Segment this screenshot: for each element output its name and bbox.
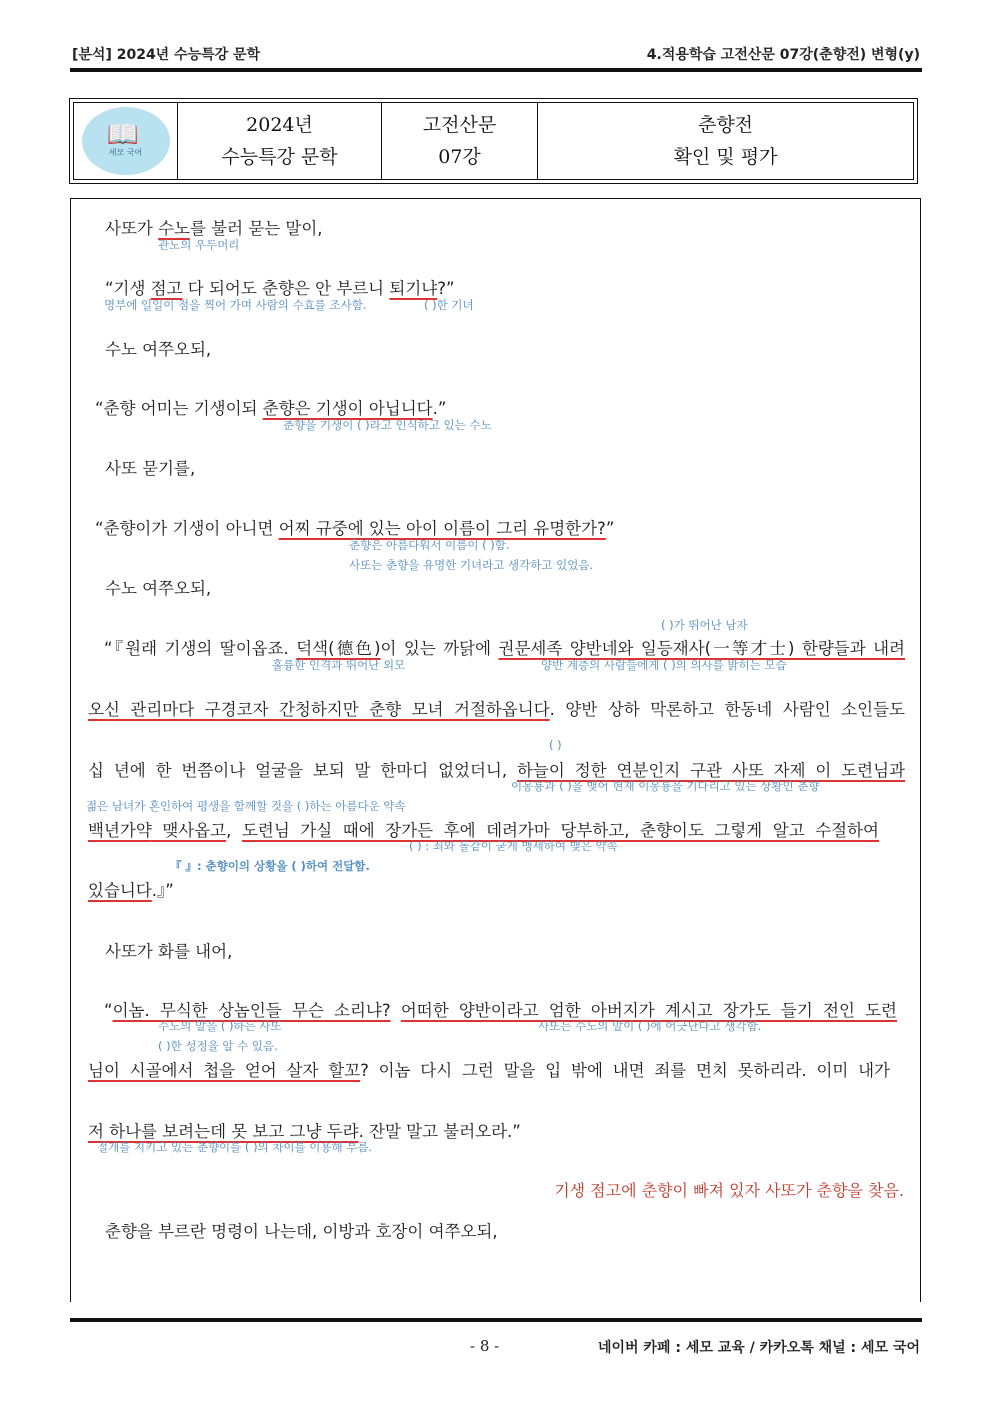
title-table — [69, 98, 918, 184]
annotation: 춘향을 기생이 ( )라고 인식하고 있는 수노 — [283, 418, 492, 432]
year-cell — [178, 103, 382, 179]
annotation: ( ) : 쇠와 돌같이 굳게 맹세하여 맺은 약속 — [409, 839, 618, 853]
text-line: 저 하나를 보려는데 못 보고 그냥 두랴. 잔말 말고 불러오라.” — [88, 1122, 521, 1141]
annotation: ( )한 기녀 — [424, 298, 474, 312]
subject-line1: 고전산문 — [422, 114, 497, 136]
header-right: 4.적용학습 고전산문 07강(춘향전) 변형(y) — [646, 47, 920, 63]
footer-text: 네이버 카페 : 세모 교육 / 카카오톡 채널 : 세모 국어 — [597, 1340, 920, 1356]
topic-line2: 확인 및 평가 — [673, 146, 778, 168]
annotation: 춘향은 아름다워서 이름이 ( )함. — [349, 538, 510, 552]
topic-cell — [538, 103, 913, 179]
header-left: [분석] 2024년 수능특강 문학 — [72, 47, 261, 63]
logo-cell — [74, 103, 178, 179]
summary-note: 기생 점고에 춘향이 빠져 있자 사또가 춘향을 찾음. — [554, 1181, 904, 1200]
text-line: 오신 관리마다 구경코자 간청하지만 춘향 모녀 거절하옵니다. 양반 상하 막론하고 한동네 사람인 소인들도 — [88, 700, 905, 719]
text-line: 수노 여쭈오되, — [105, 340, 212, 359]
annotation: 훌륭한 인격과 뛰어난 외모 — [272, 658, 406, 672]
book-icon: 📖 — [106, 120, 139, 150]
annotation: 『 』: 춘향이의 상황을 ( )하여 전달함. — [170, 859, 370, 873]
text-line: 님이 시골에서 첩을 얻어 살자 할꼬? 이놈 다시 그런 말을 입 밖에 내면 죄를 면치 못하리라. 이미 내가 — [88, 1061, 890, 1080]
header-rule — [70, 68, 922, 72]
text-line: 십 년에 한 번쯤이나 얼굴을 보되 말 한마디 없었더니, 하늘이 정한 연분인지 구관 사또 자제 이 도련님과 — [88, 761, 905, 780]
logo — [82, 107, 170, 175]
annotation: ( ) — [549, 738, 562, 752]
text-line: 사또 묻기를, — [105, 459, 196, 478]
text-line: “이놈. 무식한 상놈인들 무슨 소리냐? 어떠한 양반이라고 엄한 아버지가 계시고 장가도 들기 전인 도련 — [104, 1001, 897, 1020]
subject-cell — [382, 103, 538, 179]
text-line: 있습니다.』” — [88, 881, 174, 900]
logo-text: 세모 국어 — [108, 148, 143, 157]
text-line: 사또가 수노를 불러 묻는 말이, — [105, 219, 323, 238]
annotation: 이몽룡과 ( )을 맺어 현재 이몽룡을 기다리고 있는 상황인 춘향 — [511, 779, 820, 793]
annotation: 사또는 수노의 말이 ( )에 어긋난다고 생각함. — [538, 1019, 762, 1033]
annotation: ( )한 성정을 알 수 있음. — [158, 1039, 278, 1053]
text-line: “춘향이가 기생이 아니면 어찌 규중에 있는 아이 이름이 그리 유명한가?” — [95, 519, 615, 538]
text-line: “『원래 기생의 딸이옵죠. 덕색(德色)이 있는 까닭에 권문세족 양반네와 일등재사(一等才士) 한량들과 내려 — [104, 639, 905, 658]
text-line: “춘향 어미는 기생이되 춘향은 기생이 아닙니다.” — [95, 399, 447, 418]
annotation: ( )가 뛰어난 남자 — [661, 618, 748, 632]
year-line2: 수능특강 문학 — [221, 146, 338, 168]
footer-rule — [70, 1318, 922, 1322]
annotation: 젊은 남녀가 혼인하여 평생을 함께할 것을 ( )하는 아름다운 약속 — [86, 799, 406, 813]
page-number: - 8 - — [470, 1337, 500, 1355]
text-line: 백년가약 맺사옵고, 도련님 가실 때에 장가든 후에 데려가마 당부하고, 춘향이도 그렇게 알고 수절하여 — [88, 821, 879, 840]
annotation: 사또는 춘향을 유명한 기녀라고 생각하고 있었음. — [349, 558, 594, 572]
year-line1: 2024년 — [246, 114, 313, 136]
annotation: 절개를 지키고 있는 춘향이를 ( )의 차이를 이용해 부름. — [97, 1140, 373, 1154]
annotation: 관노의 우두머리 — [158, 238, 240, 252]
text-line: 수노 여쭈오되, — [105, 579, 212, 598]
text-line: 사또가 화를 내어, — [105, 942, 233, 961]
text-line: 춘향을 부르란 명령이 나는데, 이방과 호장이 여쭈오되, — [105, 1222, 498, 1241]
annotation: 명부에 일일이 점을 찍어 가며 사람의 수효를 조사함. — [104, 298, 367, 312]
topic-line1: 춘향전 — [697, 114, 754, 136]
annotation: 양반 계층의 사람들에게 ( )의 의사를 밝히는 모습 — [541, 658, 787, 672]
text-line: “기생 점고 다 되어도 춘향은 안 부르니 퇴기냐?” — [105, 279, 455, 298]
subject-line2: 07강 — [438, 146, 481, 168]
annotation: 수노의 말을 ( )하는 사또 — [158, 1019, 282, 1033]
